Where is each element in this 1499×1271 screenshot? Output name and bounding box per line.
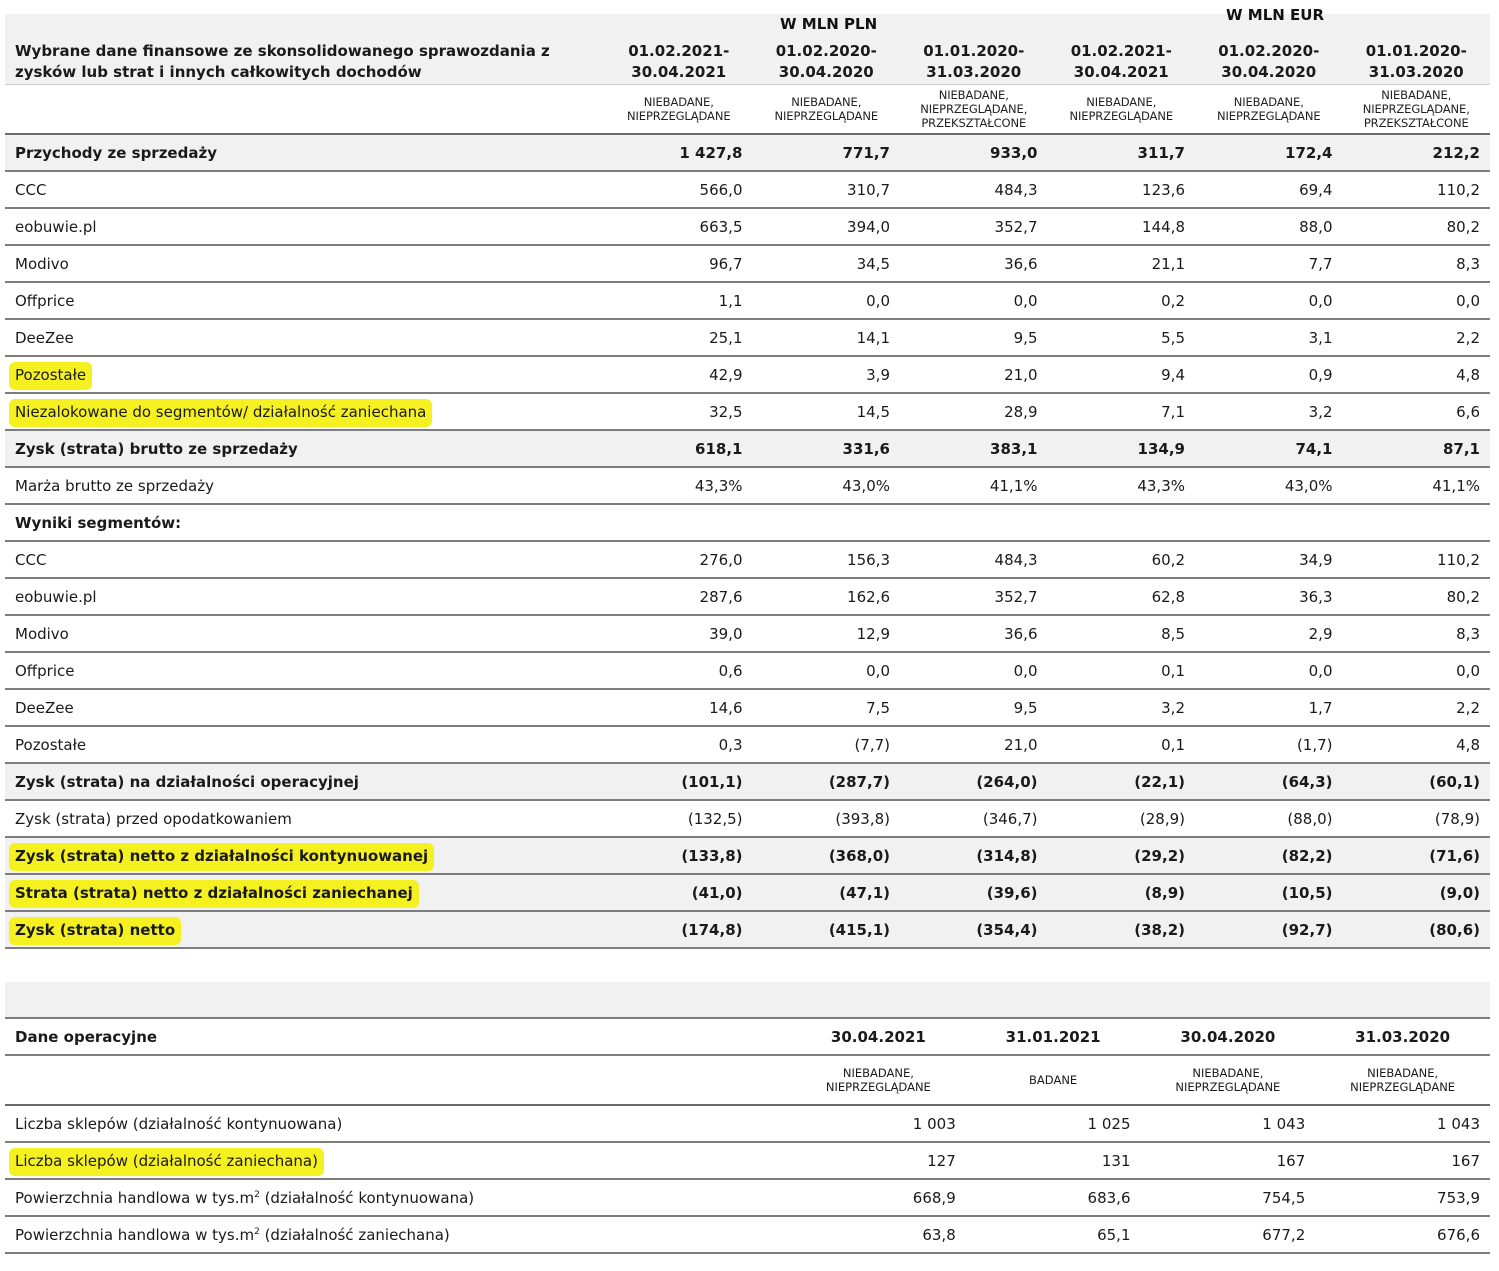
table-row <box>5 393 1490 430</box>
table-cell: (60,1) <box>1343 763 1491 800</box>
table-cell: 663,5 <box>605 208 753 245</box>
period-header-line: 30.04.2020 <box>778 63 874 81</box>
table-cell: 144,8 <box>1048 208 1196 245</box>
table-cell: 1 043 <box>1315 1105 1490 1142</box>
ops-table-body <box>5 1105 1490 1253</box>
row-label-suffix: (działalność kontynuowana) <box>259 1188 475 1207</box>
table-cell: 2,9 <box>1195 615 1343 652</box>
row-label <box>5 689 605 726</box>
table-cell: 0,0 <box>753 282 901 319</box>
table-cell: 1,7 <box>1195 689 1343 726</box>
table-row <box>5 800 1490 837</box>
ops-audit-status-cell: NIEBADANE, NIEPRZEGLĄDANE <box>1141 1055 1316 1105</box>
table-cell: (132,5) <box>605 800 753 837</box>
table-cell <box>1195 504 1343 541</box>
table-cell: (133,8) <box>605 837 753 874</box>
table-cell: 14,1 <box>753 319 901 356</box>
row-label-text: CCC <box>15 550 47 569</box>
table-cell: 0,0 <box>1343 652 1491 689</box>
table-cell: 9,5 <box>900 319 1048 356</box>
table-row <box>5 874 1490 911</box>
table-row <box>5 615 1490 652</box>
table-row <box>5 134 1490 171</box>
table-row <box>5 652 1490 689</box>
table-cell: 42,9 <box>605 356 753 393</box>
row-label-text: Pozostałe <box>9 362 92 390</box>
table-cell: 36,6 <box>900 615 1048 652</box>
table-cell: 167 <box>1141 1142 1316 1179</box>
row-label-text: DeeZee <box>15 328 74 347</box>
table-cell: 287,6 <box>605 578 753 615</box>
table-row <box>5 726 1490 763</box>
table-cell: (22,1) <box>1048 763 1196 800</box>
audit-status-cell: NIEBADANE, NIEPRZEGLĄDANE <box>753 85 901 135</box>
table-cell: 566,0 <box>605 171 753 208</box>
table-cell: (80,6) <box>1343 911 1491 948</box>
table-row <box>5 541 1490 578</box>
table-cell: 172,4 <box>1195 134 1343 171</box>
row-label <box>5 763 605 800</box>
table-cell: 0,6 <box>605 652 753 689</box>
table-cell: 7,5 <box>753 689 901 726</box>
row-label-text: Niezalokowane do segmentów/ działalność zaniechana <box>9 399 432 427</box>
row-label-text: Zysk (strata) brutto ze sprzedaży <box>15 439 298 458</box>
row-label-main: Powierzchnia handlowa w tys.m <box>15 1225 255 1244</box>
table-cell: 14,6 <box>605 689 753 726</box>
table-cell: 0,0 <box>900 282 1048 319</box>
table-cell: 618,1 <box>605 430 753 467</box>
table-cell: 677,2 <box>1141 1216 1316 1253</box>
table-cell: 352,7 <box>900 208 1048 245</box>
table-cell: 7,1 <box>1048 393 1196 430</box>
table-cell: (10,5) <box>1195 874 1343 911</box>
table-row <box>5 1179 1490 1216</box>
row-label <box>5 245 605 282</box>
row-label-text: Zysk (strata) na działalności operacyjnej <box>15 772 359 791</box>
audit-status-cell: NIEBADANE, NIEPRZEGLĄDANE <box>605 85 753 135</box>
row-label-text <box>15 1115 342 1133</box>
row-label <box>5 615 605 652</box>
unit-superscript: 2 <box>254 1226 260 1237</box>
audit-status-cell: NIEBADANE, NIEPRZEGLĄDANE, PRZEKSZTAŁCONE <box>900 85 1048 135</box>
table-cell: 1 003 <box>791 1105 966 1142</box>
table-cell: 127 <box>791 1142 966 1179</box>
table-cell: 21,0 <box>900 726 1048 763</box>
table-cell: 131 <box>966 1142 1141 1179</box>
table-cell: (71,6) <box>1343 837 1491 874</box>
table-cell: 383,1 <box>900 430 1048 467</box>
income-table-header-label: Wybrane dane finansowe ze skonsolidowanego sprawozdania z zysków lub strat i innych całkowitych dochodów <box>5 40 605 85</box>
table-cell: 80,2 <box>1343 208 1491 245</box>
table-row <box>5 319 1490 356</box>
row-label <box>5 356 605 393</box>
table-cell: 683,6 <box>966 1179 1141 1216</box>
row-label-text: eobuwie.pl <box>15 587 97 606</box>
row-label <box>5 1105 791 1142</box>
ops-audit-status-row <box>5 1055 1490 1105</box>
table-cell: 43,0% <box>753 467 901 504</box>
row-label <box>5 874 605 911</box>
table-cell: 3,1 <box>1195 319 1343 356</box>
income-table-body <box>5 134 1490 948</box>
table-cell: 43,3% <box>605 467 753 504</box>
period-header-line: 30.04.2021 <box>1073 63 1169 81</box>
table-row <box>5 430 1490 467</box>
row-label <box>5 800 605 837</box>
table-cell: (82,2) <box>1195 837 1343 874</box>
table-cell: (346,7) <box>900 800 1048 837</box>
audit-status-cell: NIEBADANE, NIEPRZEGLĄDANE <box>1048 85 1196 135</box>
table-cell: 5,5 <box>1048 319 1196 356</box>
operational-data-table <box>5 1017 1490 1254</box>
row-label-text <box>15 1226 450 1244</box>
table-cell <box>753 504 901 541</box>
period-header <box>900 40 1048 85</box>
row-label-text <box>15 1189 474 1207</box>
table-cell: 65,1 <box>966 1216 1141 1253</box>
ops-audit-status-cell: NIEBADANE, NIEPRZEGLĄDANE <box>791 1055 966 1105</box>
row-label-text: Marża brutto ze sprzedaży <box>15 476 214 495</box>
row-label <box>5 726 605 763</box>
row-label-text: Modivo <box>15 254 69 273</box>
table-row <box>5 171 1490 208</box>
audit-status-cell: NIEBADANE, NIEPRZEGLĄDANE <box>1195 85 1343 135</box>
table-row <box>5 467 1490 504</box>
row-label <box>5 911 605 948</box>
row-label-text: Zysk (strata) przed opodatkowaniem <box>15 809 292 828</box>
table-cell: (92,7) <box>1195 911 1343 948</box>
table-cell: 21,0 <box>900 356 1048 393</box>
table-cell: 62,8 <box>1048 578 1196 615</box>
table-cell: 352,7 <box>900 578 1048 615</box>
period-header-line: 30.04.2021 <box>631 63 727 81</box>
ops-date-header: 31.01.2021 <box>966 1018 1141 1055</box>
table-cell <box>1343 504 1491 541</box>
table-cell: 88,0 <box>1195 208 1343 245</box>
period-header <box>1195 40 1343 85</box>
table-cell: 771,7 <box>753 134 901 171</box>
table-cell: 74,1 <box>1195 430 1343 467</box>
row-label <box>5 208 605 245</box>
period-header-line: 31.03.2020 <box>926 63 1022 81</box>
table-row <box>5 208 1490 245</box>
audit-status-row <box>5 85 1490 135</box>
table-cell <box>900 504 1048 541</box>
table-cell: 25,1 <box>605 319 753 356</box>
table-row <box>5 356 1490 393</box>
table-cell: 8,5 <box>1048 615 1196 652</box>
table-cell: (393,8) <box>753 800 901 837</box>
table-row <box>5 837 1490 874</box>
table-row <box>5 911 1490 948</box>
table-cell: 0,0 <box>753 652 901 689</box>
row-label <box>5 134 605 171</box>
table-cell: 331,6 <box>753 430 901 467</box>
period-header <box>753 40 901 85</box>
table-cell: 0,9 <box>1195 356 1343 393</box>
table-cell: 212,2 <box>1343 134 1491 171</box>
table-cell: 276,0 <box>605 541 753 578</box>
row-label <box>5 1142 791 1179</box>
table-cell: (1,7) <box>1195 726 1343 763</box>
row-label <box>5 504 605 541</box>
table-cell: (28,9) <box>1048 800 1196 837</box>
table-cell: 6,6 <box>1343 393 1491 430</box>
table-cell: 60,2 <box>1048 541 1196 578</box>
row-label <box>5 837 605 874</box>
table-cell <box>1048 504 1196 541</box>
row-label <box>5 171 605 208</box>
row-label <box>5 282 605 319</box>
table-cell: (88,0) <box>1195 800 1343 837</box>
ops-audit-status-cell: BADANE <box>966 1055 1141 1105</box>
table-cell: 43,0% <box>1195 467 1343 504</box>
period-header-line: 01.01.2020- <box>1365 42 1467 60</box>
row-label <box>5 1179 791 1216</box>
table-cell: 123,6 <box>1048 171 1196 208</box>
table-cell: 1 043 <box>1141 1105 1316 1142</box>
currency-header-pln: W MLN PLN <box>780 15 878 33</box>
table-cell: 3,9 <box>753 356 901 393</box>
table-cell: 2,2 <box>1343 319 1491 356</box>
row-label-text: Zysk (strata) netto z działalności kontynuowanej <box>9 843 434 871</box>
table-cell: 0,1 <box>1048 652 1196 689</box>
table-cell: (47,1) <box>753 874 901 911</box>
period-header-line: 01.02.2021- <box>628 42 730 60</box>
period-header-line: 01.02.2021- <box>1070 42 1172 60</box>
table-cell: 4,8 <box>1343 356 1491 393</box>
table-cell: 34,5 <box>753 245 901 282</box>
ops-date-header: 31.03.2020 <box>1315 1018 1490 1055</box>
row-label-main: Liczba sklepów (działalność kontynuowana) <box>15 1114 343 1133</box>
table-cell: (7,7) <box>753 726 901 763</box>
period-header-line: 30.04.2020 <box>1221 63 1317 81</box>
table-cell: 676,6 <box>1315 1216 1490 1253</box>
table-cell: 9,5 <box>900 689 1048 726</box>
table-cell: 7,7 <box>1195 245 1343 282</box>
income-table-header-row <box>5 40 1490 85</box>
table-cell: 3,2 <box>1048 689 1196 726</box>
table-cell: 28,9 <box>900 393 1048 430</box>
table-cell: (101,1) <box>605 763 753 800</box>
period-header <box>1048 40 1196 85</box>
table-cell: (415,1) <box>753 911 901 948</box>
table-cell: (78,9) <box>1343 800 1491 837</box>
table-row <box>5 578 1490 615</box>
table-cell: 8,3 <box>1343 615 1491 652</box>
ops-date-header: 30.04.2021 <box>791 1018 966 1055</box>
table-cell: 3,2 <box>1195 393 1343 430</box>
table-cell: 110,2 <box>1343 171 1491 208</box>
period-header-line: 31.03.2020 <box>1368 63 1464 81</box>
unit-superscript: 2 <box>254 1189 260 1200</box>
table-row <box>5 1142 1490 1179</box>
ops-table-header-label: Dane operacyjne <box>5 1018 791 1055</box>
row-label-text: CCC <box>15 180 47 199</box>
table-cell: 9,4 <box>1048 356 1196 393</box>
row-label <box>5 467 605 504</box>
row-label <box>5 652 605 689</box>
table-cell: 110,2 <box>1343 541 1491 578</box>
table-cell: (39,6) <box>900 874 1048 911</box>
ops-audit-status-empty <box>5 1055 791 1105</box>
table-cell: 96,7 <box>605 245 753 282</box>
table-cell: 484,3 <box>900 541 1048 578</box>
table-cell: 32,5 <box>605 393 753 430</box>
table-cell: 63,8 <box>791 1216 966 1253</box>
period-header <box>605 40 753 85</box>
table-cell: (287,7) <box>753 763 901 800</box>
table-cell: (8,9) <box>1048 874 1196 911</box>
table-row <box>5 689 1490 726</box>
table-cell: 162,6 <box>753 578 901 615</box>
table-cell: (368,0) <box>753 837 901 874</box>
table-cell: 394,0 <box>753 208 901 245</box>
table-row <box>5 763 1490 800</box>
ops-date-header: 30.04.2020 <box>1141 1018 1316 1055</box>
table-cell: 1 427,8 <box>605 134 753 171</box>
period-header-line: 01.02.2020- <box>1218 42 1320 60</box>
table-row <box>5 282 1490 319</box>
row-label <box>5 1216 791 1253</box>
table-cell: (174,8) <box>605 911 753 948</box>
row-label <box>5 541 605 578</box>
table-cell: 1 025 <box>966 1105 1141 1142</box>
currency-header-eur: W MLN EUR <box>1226 6 1325 24</box>
table-cell: 0,2 <box>1048 282 1196 319</box>
table-cell: 41,1% <box>900 467 1048 504</box>
table-cell: 4,8 <box>1343 726 1491 763</box>
table-cell: 0,0 <box>900 652 1048 689</box>
row-label-text: eobuwie.pl <box>15 217 97 236</box>
row-label-text: Offprice <box>15 661 75 680</box>
row-label-text: Zysk (strata) netto <box>9 917 181 945</box>
table-cell: (314,8) <box>900 837 1048 874</box>
table-cell: 87,1 <box>1343 430 1491 467</box>
table-row <box>5 1105 1490 1142</box>
row-label <box>5 430 605 467</box>
row-label-text: DeeZee <box>15 698 74 717</box>
table-cell: 311,7 <box>1048 134 1196 171</box>
row-label-text: Pozostałe <box>15 735 87 754</box>
table-cell: (9,0) <box>1343 874 1491 911</box>
table-cell: (64,3) <box>1195 763 1343 800</box>
table-cell: 754,5 <box>1141 1179 1316 1216</box>
table-cell: 310,7 <box>753 171 901 208</box>
table-cell: (29,2) <box>1048 837 1196 874</box>
table-cell: 39,0 <box>605 615 753 652</box>
ops-audit-status-cell: NIEBADANE, NIEPRZEGLĄDANE <box>1315 1055 1490 1105</box>
table-cell: 36,3 <box>1195 578 1343 615</box>
table-cell: (38,2) <box>1048 911 1196 948</box>
table-row <box>5 1216 1490 1253</box>
period-header-line: 01.01.2020- <box>923 42 1025 60</box>
row-label-text: Modivo <box>15 624 69 643</box>
row-label <box>5 319 605 356</box>
table-cell: 12,9 <box>753 615 901 652</box>
table-cell: 14,5 <box>753 393 901 430</box>
row-label-text: Wyniki segmentów: <box>15 513 182 532</box>
row-label-main: Liczba sklepów (działalność zaniechana) <box>15 1151 318 1170</box>
table-cell: 21,1 <box>1048 245 1196 282</box>
table-cell: 41,1% <box>1343 467 1491 504</box>
row-label-text <box>9 1148 324 1176</box>
table-cell: 134,9 <box>1048 430 1196 467</box>
table-cell: 36,6 <box>900 245 1048 282</box>
income-statement-table <box>5 40 1490 949</box>
row-label-main: Powierzchnia handlowa w tys.m <box>15 1188 255 1207</box>
row-label-suffix: (działalność zaniechana) <box>259 1225 450 1244</box>
table-cell: 80,2 <box>1343 578 1491 615</box>
audit-status-cell: NIEBADANE, NIEPRZEGLĄDANE, PRZEKSZTAŁCONE <box>1343 85 1491 135</box>
period-header <box>1343 40 1491 85</box>
row-label <box>5 578 605 615</box>
table-cell: 34,9 <box>1195 541 1343 578</box>
table-cell: 69,4 <box>1195 171 1343 208</box>
table-cell: 43,3% <box>1048 467 1196 504</box>
table-cell: 156,3 <box>753 541 901 578</box>
row-label <box>5 393 605 430</box>
table-cell: 0,0 <box>1195 282 1343 319</box>
row-label-text: Offprice <box>15 291 75 310</box>
period-header-line: 01.02.2020- <box>775 42 877 60</box>
table-cell <box>605 504 753 541</box>
row-label-text: Strata (strata) netto z działalności zaniechanej <box>9 880 419 908</box>
table-cell: 753,9 <box>1315 1179 1490 1216</box>
table-cell: 0,0 <box>1195 652 1343 689</box>
table-cell: 484,3 <box>900 171 1048 208</box>
table-cell: 2,2 <box>1343 689 1491 726</box>
audit-status-empty <box>5 85 605 135</box>
table-row <box>5 504 1490 541</box>
table-cell: 8,3 <box>1343 245 1491 282</box>
table-cell: 0,3 <box>605 726 753 763</box>
table-cell: 167 <box>1315 1142 1490 1179</box>
table-cell: (264,0) <box>900 763 1048 800</box>
table-cell: 668,9 <box>791 1179 966 1216</box>
ops-header-band <box>5 982 1490 1017</box>
table-cell: (41,0) <box>605 874 753 911</box>
currency-header-band <box>5 6 1490 40</box>
table-row <box>5 245 1490 282</box>
ops-table-header-row <box>5 1018 1490 1055</box>
table-cell: 0,1 <box>1048 726 1196 763</box>
table-cell: 0,0 <box>1343 282 1491 319</box>
table-cell: 1,1 <box>605 282 753 319</box>
row-label-text: Przychody ze sprzedaży <box>15 143 217 162</box>
table-cell: (354,4) <box>900 911 1048 948</box>
table-cell: 933,0 <box>900 134 1048 171</box>
